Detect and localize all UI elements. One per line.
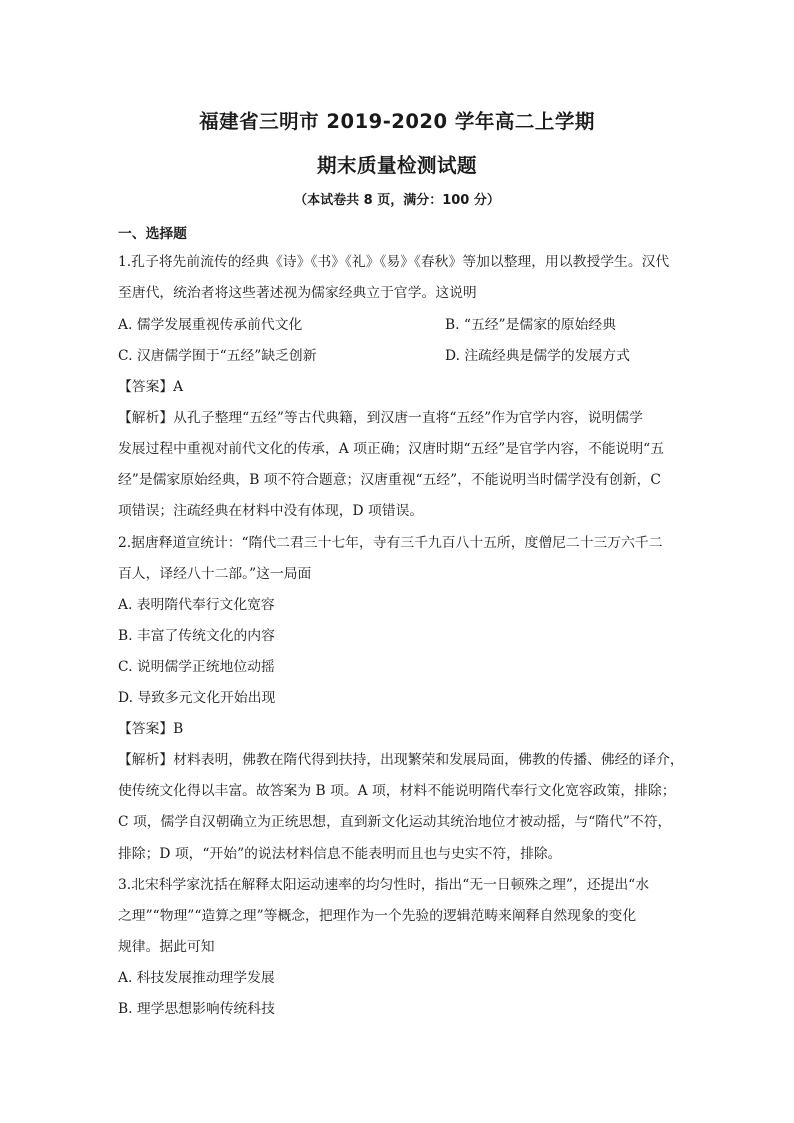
q1-option-b: B. “五经”是儒家的原始经典 (445, 317, 616, 333)
q3-stem-line-3: 规律。据此可知 (118, 939, 215, 955)
q2-option-b: B. 丰富了传统文化的内容 (118, 628, 275, 644)
q1-analysis-line-2: 发展过程中重视对前代文化的传承，A 项正确；汉唐时期“五经”是官学内容，不能说明“五 (118, 441, 664, 457)
q1-stem-line-1: 1.孔子将先前流传的经典《诗》《书》《礼》《易》《春秋》等加以整理，用以教授学生。汉代 (118, 254, 670, 270)
q1-option-a: A. 儒学发展重视传承前代文化 (118, 317, 303, 333)
q1-analysis-line-4: 项错误；注疏经典在材料中没有体现，D 项错误。 (118, 503, 424, 519)
exam-subtitle: 期末质量检测试题 (316, 154, 477, 177)
q2-stem-line-1: 2.据唐释道宣统计：“隋代二君三十七年，寺有三千九百八十五所，度僧尼二十三万六千二 (118, 535, 663, 551)
exam-title: 福建省三明市 2019-2020 学年高二上学期 (199, 110, 595, 133)
q2-analysis-line-3: C 项，儒学自汉朝确立为正统思想，直到新文化运动其统治地位才被动摇，与“隋代”不符， (118, 814, 672, 830)
q1-analysis-line-1: 【解析】从孔子整理“五经”等古代典籍，到汉唐一直将“五经”作为官学内容，说明儒学 (118, 410, 643, 426)
q1-analysis-line-3: 经”是儒家原始经典，B 项不符合题意；汉唐重视“五经”，不能说明当时儒学没有创新，C (118, 472, 661, 488)
q2-stem-line-2: 百人，译经八十二部。”这一局面 (118, 566, 312, 582)
q3-stem-line-1: 3.北宋科学家沈括在解释太阳运动速率的均匀性时，指出“无一日顿殊之理”，还提出“水 (118, 877, 650, 893)
q1-answer: 【答案】A (118, 379, 184, 395)
q2-answer: 【答案】B (118, 721, 184, 737)
q2-analysis-line-4: 排除；D 项，“开始”的说法材料信息不能表明而且也与史实不符，排除。 (118, 846, 562, 862)
q2-option-d: D. 导致多元文化开始出现 (118, 690, 276, 706)
q3-option-b: B. 理学思想影响传统科技 (118, 1001, 275, 1017)
q3-stem-line-2: 之理”“物理”“造算之理”等概念，把理作为一个先验的逻辑范畴来阐释自然现象的变化 (118, 908, 637, 924)
q2-analysis-line-2: 使传统文化得以丰富。故答案为 B 项。A 项，材料不能说明隋代奉行文化宽容政策，排除； (118, 783, 676, 799)
q1-stem-line-2: 至唐代，统治者将这些著述视为儒家经典立于官学。这说明 (118, 285, 477, 301)
q2-analysis-line-1: 【解析】材料表明，佛教在隋代得到扶持，出现繁荣和发展局面，佛教的传播、佛经的译介， (118, 752, 684, 768)
q3-option-a: A. 科技发展推动理学发展 (118, 970, 275, 986)
q1-option-c: C. 汉唐儒学囿于“五经”缺乏创新 (118, 348, 317, 364)
q2-option-c: C. 说明儒学正统地位动摇 (118, 659, 275, 675)
section-heading: 一、选择题 (118, 226, 187, 242)
q2-option-a: A. 表明隋代奉行文化宽容 (118, 597, 275, 613)
q1-option-d: D. 注疏经典是儒学的发展方式 (445, 348, 630, 364)
exam-note: （本试卷共 8 页，满分：100 分） (294, 193, 500, 208)
